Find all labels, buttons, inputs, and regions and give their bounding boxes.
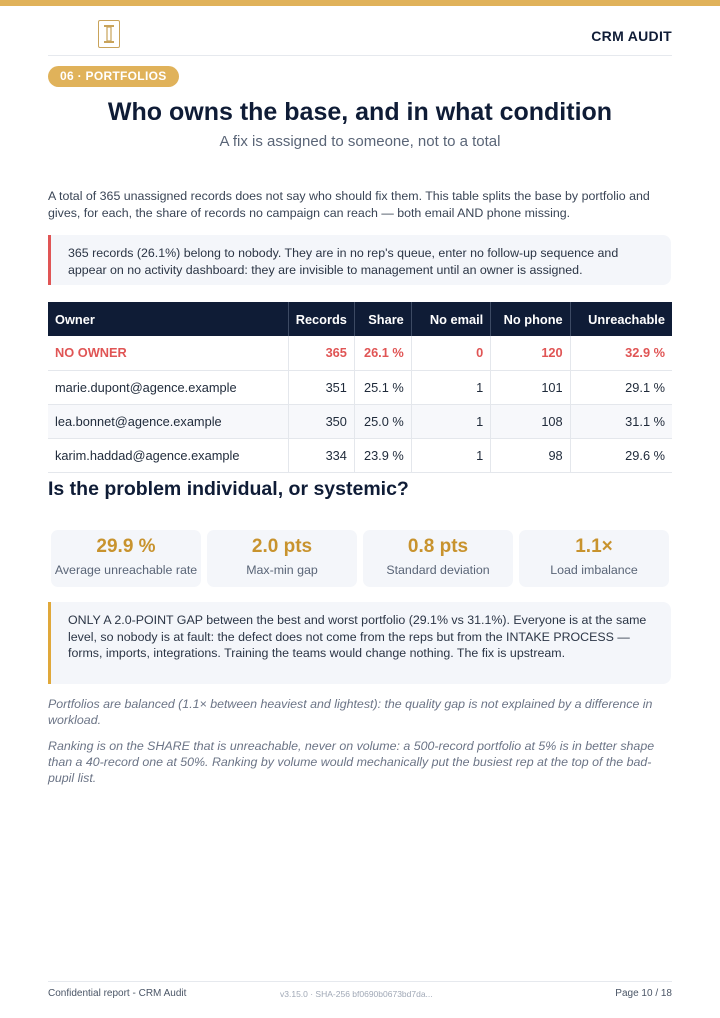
page-footer <box>48 981 672 1005</box>
kpi-row <box>51 530 669 587</box>
cell-records: 350 <box>288 404 354 438</box>
page-header <box>48 16 672 56</box>
document-title: CRM AUDIT <box>591 28 672 44</box>
footer-page-number: Page 10 / 18 <box>615 988 672 999</box>
kpi-card <box>51 530 201 587</box>
cell-share: 23.9 % <box>354 438 411 472</box>
table-row <box>48 370 672 404</box>
table-header-row <box>48 302 672 336</box>
pillar-icon <box>98 20 120 48</box>
cell-records: 351 <box>288 370 354 404</box>
kpi-value: 0.8 pts <box>407 536 469 557</box>
cell-unreachable: 32.9 % <box>570 336 672 370</box>
table-row <box>48 438 672 472</box>
column-header-records: Records <box>288 302 354 336</box>
footer-confidential: Confidential report - CRM Audit <box>48 988 187 999</box>
column-header-share: Share <box>354 302 411 336</box>
kpi-value: 29.9 % <box>96 536 156 557</box>
cell-unreachable: 31.1 % <box>570 404 672 438</box>
kpi-card <box>519 530 669 587</box>
cell-no-phone: 98 <box>491 438 570 472</box>
cell-no-phone: 108 <box>491 404 570 438</box>
column-header-no-phone: No phone <box>491 302 570 336</box>
section-heading: Is the problem individual, or systemic? <box>48 478 409 500</box>
cell-no-email: 1 <box>411 404 490 438</box>
cell-owner: lea.bonnet@agence.example <box>48 404 288 438</box>
cell-unreachable: 29.1 % <box>570 370 672 404</box>
intro-paragraph: A total of 365 unassigned records does not say who should fix them. This table splits the base by portfolio and gives, for each, the share of records no campaign can reach — both email AND phone missing. <box>48 189 650 220</box>
cell-share: 26.1 % <box>354 336 411 370</box>
portfolio-table <box>48 302 672 473</box>
footer-version: v3.15.0 · SHA-256 bf0690b0673bd7da... <box>280 989 433 999</box>
kpi-label: Average unreachable rate <box>54 563 198 577</box>
cell-owner: marie.dupont@agence.example <box>48 370 288 404</box>
note-workload: Portfolios are balanced (1.1× between heaviest and lightest): the quality gap is not explained by a difference in workload. <box>48 697 653 727</box>
cell-share: 25.1 % <box>354 370 411 404</box>
column-header-no-email: No email <box>411 302 490 336</box>
cell-no-email: 0 <box>411 336 490 370</box>
cell-no-email: 1 <box>411 438 490 472</box>
column-header-owner: Owner <box>48 302 288 336</box>
cell-no-phone: 101 <box>491 370 570 404</box>
kpi-card <box>363 530 513 587</box>
page-title: Who owns the base, and in what condition <box>107 98 613 126</box>
section-badge: 06 · PORTFOLIOS <box>48 66 179 87</box>
cell-owner: karim.haddad@agence.example <box>48 438 288 472</box>
kpi-label: Max-min gap <box>246 563 318 577</box>
table-row <box>48 336 672 370</box>
kpi-label: Load imbalance <box>550 563 638 577</box>
table-row <box>48 404 672 438</box>
unassigned-callout: 365 records (26.1%) belong to nobody. They are in no rep's queue, enter no follow-up sequence and appear on no activity dashboard: they are invisible to management until an owner is assigned. <box>48 235 671 285</box>
cell-records: 365 <box>288 336 354 370</box>
cell-no-email: 1 <box>411 370 490 404</box>
cell-share: 25.0 % <box>354 404 411 438</box>
kpi-value: 1.1× <box>575 536 613 557</box>
top-accent-bar <box>0 0 720 6</box>
column-header-unreachable: Unreachable <box>570 302 672 336</box>
cell-no-phone: 120 <box>491 336 570 370</box>
note-ranking: Ranking is on the SHARE that is unreachable, never on volume: a 500-record portfolio at 5% is in better shape than a 40-record one at 50%. Ranking by volume would mechanically put the busiest rep at the top of the bad-pupil list. <box>48 739 655 785</box>
cell-owner: NO OWNER <box>48 336 288 370</box>
cell-records: 334 <box>288 438 354 472</box>
kpi-label: Standard deviation <box>386 563 490 577</box>
systemic-callout: ONLY A 2.0-POINT GAP between the best and worst portfolio (29.1% vs 31.1%). Everyone is at the same level, so nobody is at fault: the defect does not come from the reps but from the INTAKE PROCESS — forms, imports, integrations. Training the teams would change nothing. The fix is upstream. <box>48 602 671 684</box>
cell-unreachable: 29.6 % <box>570 438 672 472</box>
kpi-card <box>207 530 357 587</box>
kpi-value: 2.0 pts <box>251 536 313 557</box>
page-subtitle: A fix is assigned to someone, not to a total <box>219 133 501 150</box>
